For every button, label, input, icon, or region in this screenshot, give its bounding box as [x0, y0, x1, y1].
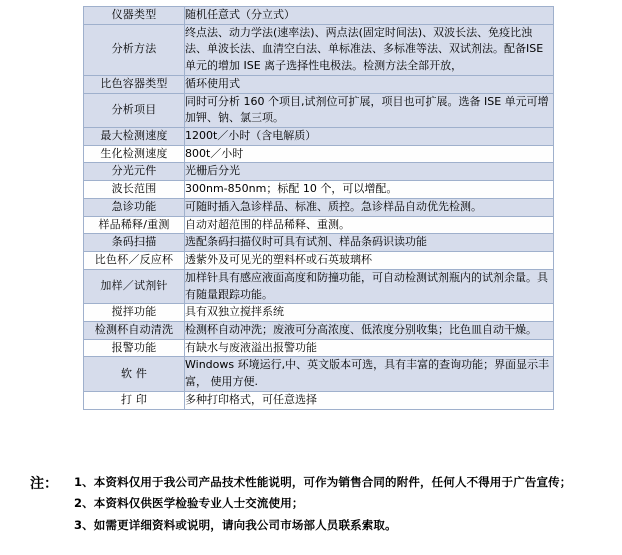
row-label: 搅拌功能	[84, 304, 185, 322]
row-value: 多种打印格式，可任意选择	[185, 391, 554, 409]
row-label: 最大检测速度	[84, 128, 185, 146]
row-value: 终点法、动力学法(速率法)、两点法(固定时间法)、双波长法、免疫比浊法、单波长法、血清空白法、单标准法、多标准等法、双试剂法。配备ISE 单元的增加 ISE 离子选择性电极法。检测方法全部开放，	[185, 24, 554, 75]
table-row	[84, 234, 554, 252]
table-row	[84, 252, 554, 270]
row-value: 选配条码扫描仪时可具有试剂、样品条码识读功能	[185, 234, 554, 252]
table-row	[84, 163, 554, 181]
row-label: 打 印	[84, 391, 185, 409]
row-label: 比色容器类型	[84, 75, 185, 93]
table-row	[84, 304, 554, 322]
table-row	[84, 7, 554, 25]
row-label: 检测杯自动清洗	[84, 321, 185, 339]
table-row	[84, 181, 554, 199]
row-label: 生化检测速度	[84, 145, 185, 163]
specification-table	[83, 6, 554, 410]
table-row	[84, 391, 554, 409]
row-value: 透紫外及可见光的塑料杯或石英玻璃杯	[185, 252, 554, 270]
row-value: 同时可分析 160 个项目,试剂位可扩展，项目也可扩展。选备 ISE 单元可增加钾、钠、氯三项。	[185, 93, 554, 127]
table-row	[84, 339, 554, 357]
row-value: Windows 环境运行,中、英文版本可选，具有丰富的查询功能；界面显示丰富， 使用方便.	[185, 357, 554, 391]
row-value: 循环使用式	[185, 75, 554, 93]
row-value: 1200t／小时（含电解质）	[185, 128, 554, 146]
row-value: 有缺水与废液溢出报警功能	[185, 339, 554, 357]
table-row	[84, 128, 554, 146]
table-row	[84, 75, 554, 93]
note-item-2: 2、本资料仅供医学检验专业人士交流使用；	[74, 495, 304, 510]
notes-label: 注：	[30, 476, 58, 492]
row-value: 自动对超范围的样品稀释、重测。	[185, 216, 554, 234]
table-row	[84, 24, 554, 75]
row-label: 波长范围	[84, 181, 185, 199]
row-label: 加样／试剂针	[84, 269, 185, 303]
table-row	[84, 357, 554, 391]
row-label: 条码扫描	[84, 234, 185, 252]
table-row	[84, 321, 554, 339]
note-item-3: 3、如需更详细资料或说明，请向我公司市场部人员联系索取。	[74, 518, 397, 532]
notes-section	[30, 477, 615, 532]
table-row	[84, 198, 554, 216]
table-row	[84, 145, 554, 163]
specification-table-body	[84, 7, 554, 410]
row-value: 800t／小时	[185, 145, 554, 163]
row-label: 软 件	[84, 357, 185, 391]
row-value: 具有双独立搅拌系统	[185, 304, 554, 322]
notes-list	[74, 477, 615, 532]
notes-row	[30, 477, 615, 532]
row-label: 分光元件	[84, 163, 185, 181]
row-label: 样品稀释/重测	[84, 216, 185, 234]
note-item-1: 1、本资料仅用于我公司产品技术性能说明，可作为销售合同的附件，任何人不得用于广告宣传；	[74, 475, 572, 489]
row-value: 随机任意式（分立式）	[185, 7, 554, 25]
row-label: 仪器类型	[84, 7, 185, 25]
table-row	[84, 269, 554, 303]
row-value: 检测杯自动冲洗；废液可分高浓度、低浓度分别收集；比色皿自动干燥。	[185, 321, 554, 339]
row-value: 可随时插入急诊样品、标准、质控。急诊样品自动优先检测。	[185, 198, 554, 216]
row-label: 分析项目	[84, 93, 185, 127]
row-value: 加样针具有感应液面高度和防撞功能，可自动检测试剂瓶内的试剂余量。具有随量跟踪功能。	[185, 269, 554, 303]
row-label: 急诊功能	[84, 198, 185, 216]
row-value: 300nm-850nm；标配 10 个，可以增配。	[185, 181, 554, 199]
row-label: 比色杯／反应杯	[84, 252, 185, 270]
row-label: 报警功能	[84, 339, 185, 357]
row-value: 光栅后分光	[185, 163, 554, 181]
table-row	[84, 216, 554, 234]
row-label: 分析方法	[84, 24, 185, 75]
table-row	[84, 93, 554, 127]
